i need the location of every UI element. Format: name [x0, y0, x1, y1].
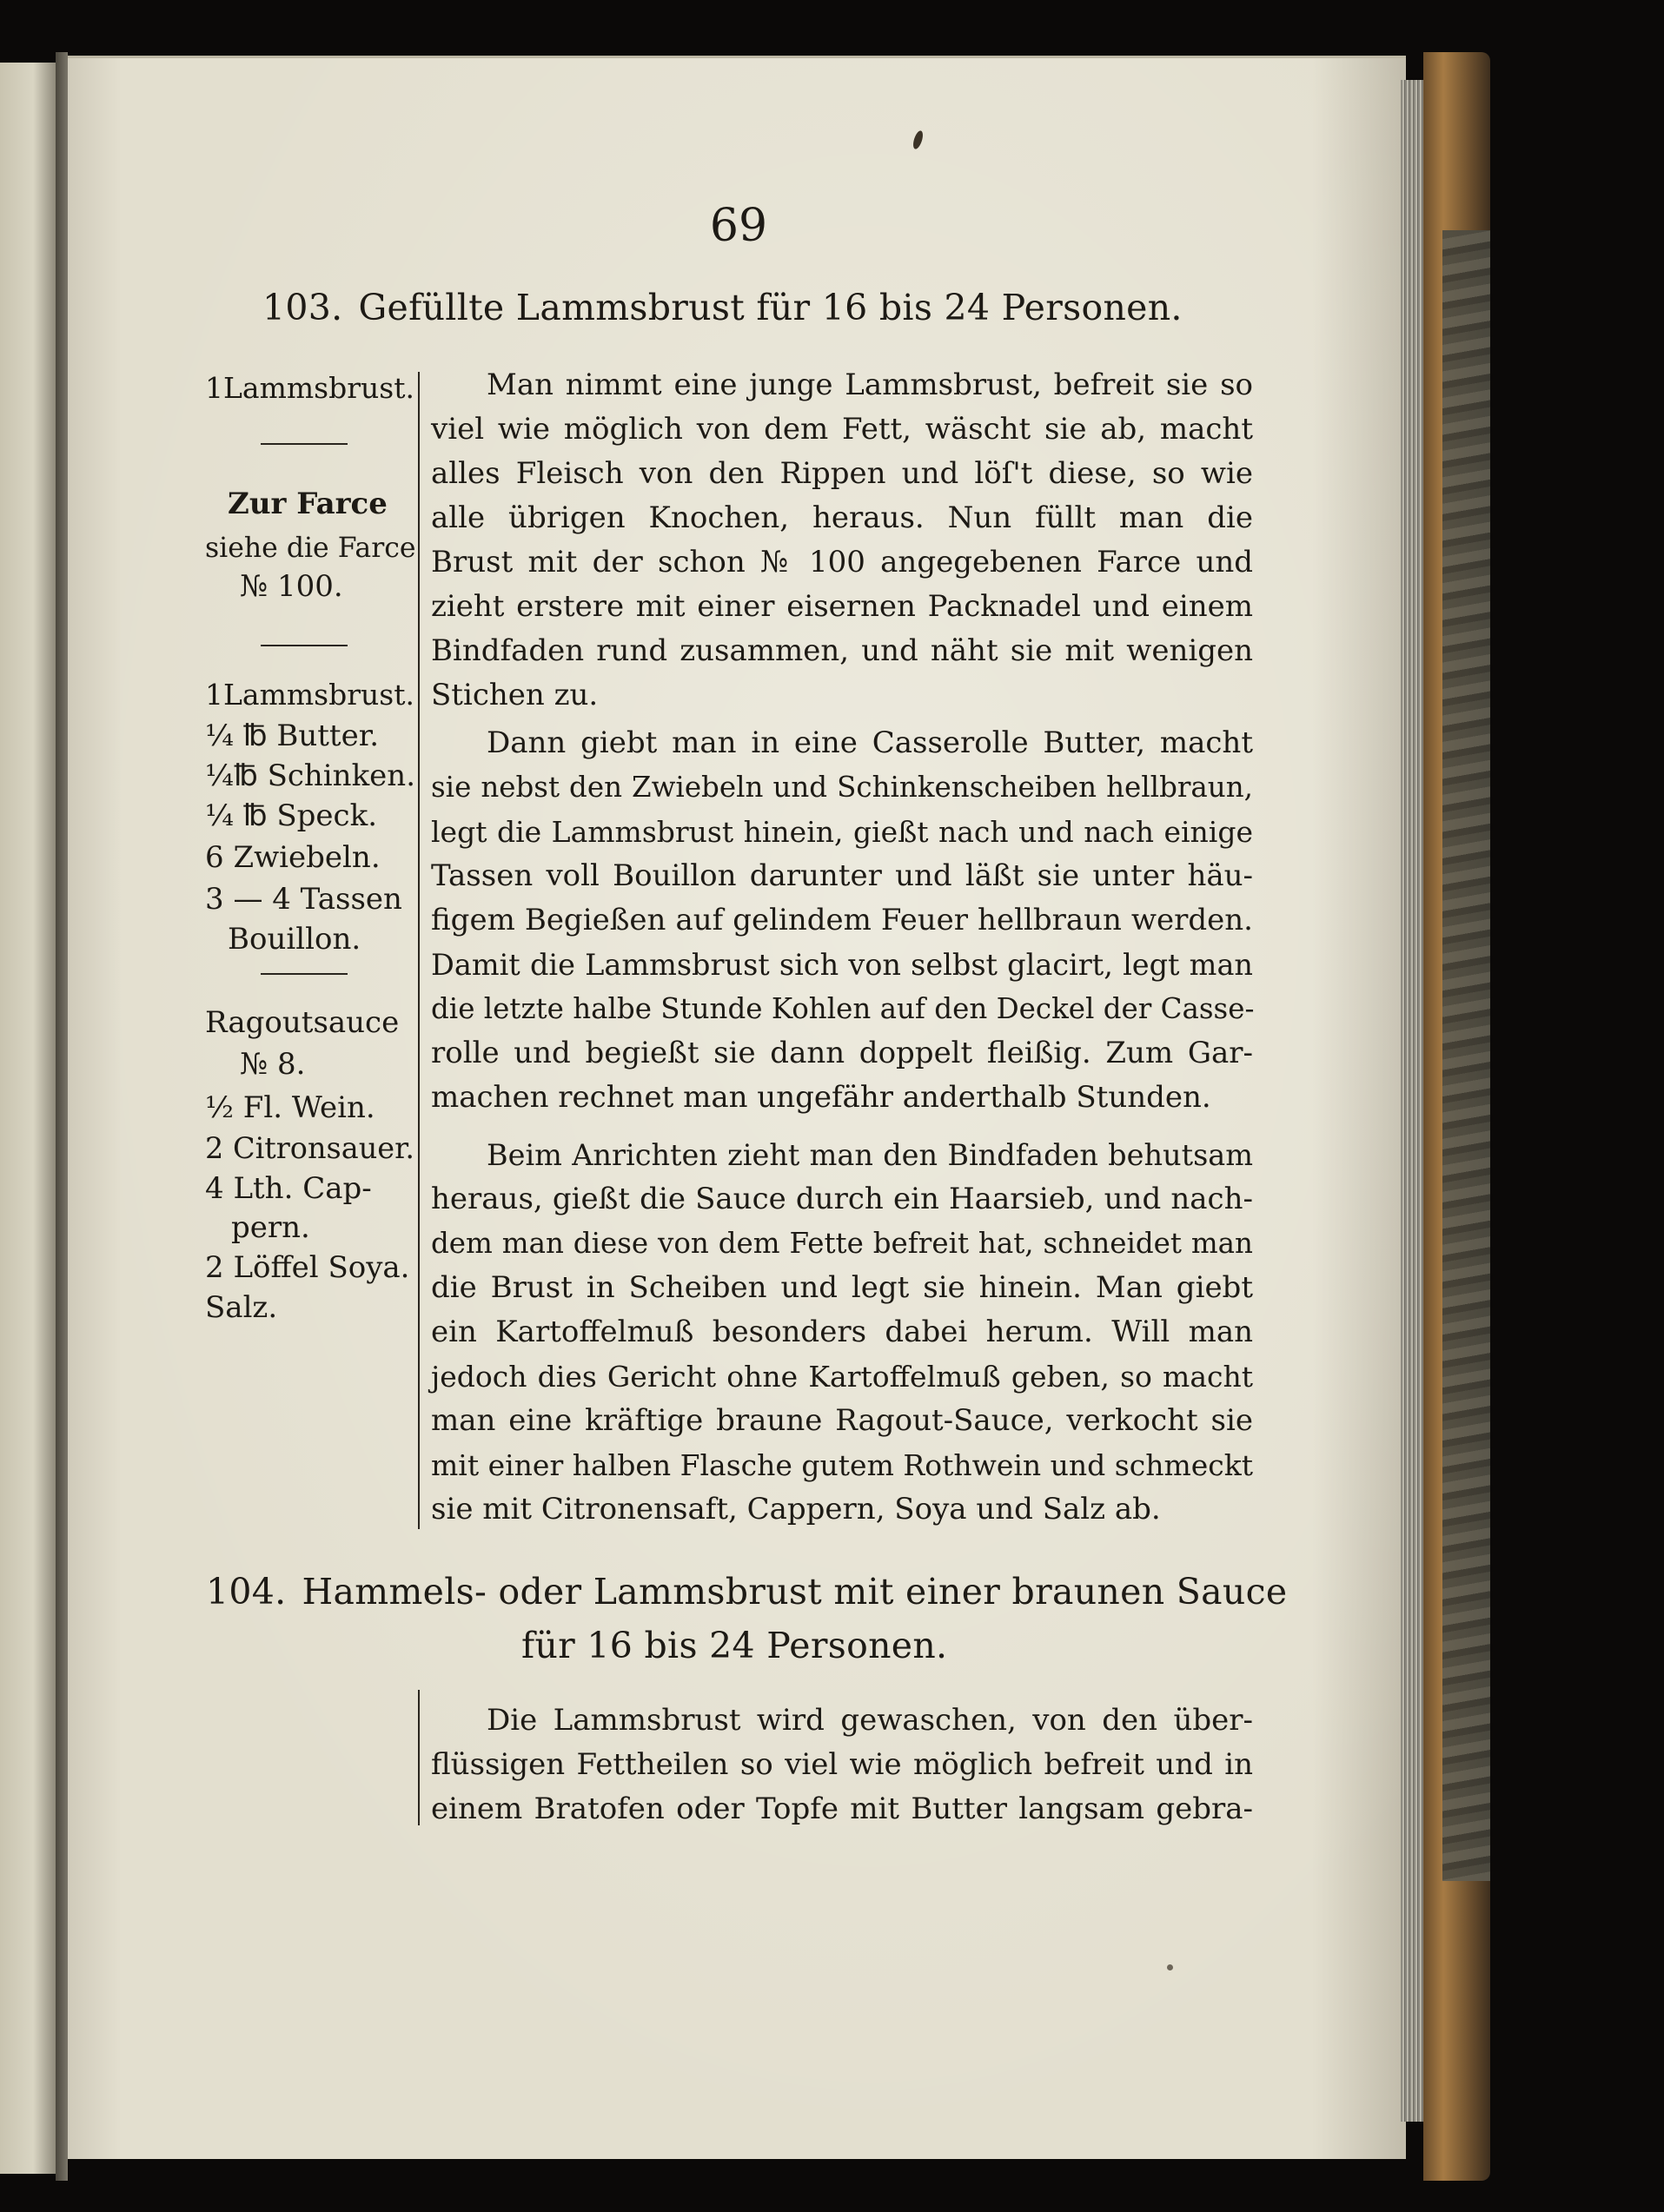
text-line: Brust mit der schon № 100 angegebenen Farce und: [431, 545, 1253, 579]
ingredient-line: Salz.: [205, 1290, 278, 1325]
ingredient-line: siehe die Farce: [205, 533, 416, 564]
page-stack-edges: [1401, 80, 1423, 2122]
ingredient-divider: [261, 973, 348, 975]
text-line: Tassen voll Bouillon darunter und läßt sie unter häu-: [431, 858, 1253, 893]
text-line: Man nimmt eine junge Lammsbrust, befreit sie so: [487, 368, 1253, 402]
text-line: Stichen zu.: [431, 678, 599, 712]
text-line: jedoch dies Gericht ohne Kartoffelmuß geben, so macht: [431, 1360, 1253, 1394]
page-number: 69: [709, 200, 768, 252]
recipe-104-heading: [206, 1569, 1287, 1614]
text-line: viel wie möglich von dem Fett, wäscht sie ab, macht: [431, 412, 1253, 447]
ingredient-line: Ragoutsauce: [205, 1005, 400, 1040]
book-gutter: [56, 52, 68, 2181]
ingredient-line: 3 — 4 Tassen: [205, 882, 402, 917]
text-line: Damit die Lammsbrust sich von selbst glacirt, legt man: [431, 948, 1253, 982]
text-line: dem man diese von dem Fette befreit hat, schneidet man: [431, 1227, 1253, 1260]
column-divider: [418, 1690, 420, 1825]
ingredient-line: 4 Lth. Cap-: [205, 1171, 372, 1206]
ink-spot: [1167, 1964, 1173, 1970]
column-divider: [418, 372, 420, 1529]
ingredient-line: № 8.: [240, 1047, 306, 1082]
ingredient-line: № 100.: [240, 569, 343, 604]
ingredient-line: 6 Zwiebeln.: [205, 840, 381, 875]
text-line: einem Bratofen oder Topfe mit Butter langsam gebra-: [431, 1791, 1253, 1826]
ingredient-line: 2 Citronsauer.: [205, 1131, 415, 1165]
text-line: sie nebst den Zwiebeln und Schinkenscheiben hellbraun,: [431, 771, 1253, 804]
text-line: heraus, gießt die Sauce durch ein Haarsieb, und nach-: [431, 1182, 1253, 1216]
text-line: die Brust in Scheiben und legt sie hinein. Man giebt: [431, 1270, 1253, 1305]
text-line: Dann giebt man in eine Casserolle Butter, macht: [487, 725, 1253, 760]
ingredient-divider: [261, 645, 348, 646]
text-line: figem Begießen auf gelindem Feuer hellbraun werden.: [431, 903, 1253, 937]
text-line: legt die Lammsbrust hinein, gießt nach und nach einige: [431, 815, 1253, 849]
text-line: Die Lammsbrust wird gewaschen, von den über-: [487, 1703, 1253, 1738]
ingredient-heading: Zur Farce: [228, 487, 388, 521]
text-line: zieht erstere mit einer eisernen Packnadel und einem: [431, 589, 1253, 624]
text-line: ein Kartoffelmuß besonders dabei herum. Will man: [431, 1315, 1253, 1349]
recipe-104-number: 104.: [206, 1571, 287, 1613]
text-line: Bindfaden rund zusammen, und näht sie mit wenigen: [431, 633, 1253, 668]
ingredient-divider: [261, 443, 348, 445]
text-line: man eine kräftige braune Ragout-Sauce, verkocht sie: [431, 1403, 1253, 1438]
text-line: die letzte halbe Stunde Kohlen auf den Deckel der Casse-: [431, 992, 1255, 1025]
recipe-104-title-line1: Hammels- oder Lammsbrust mit einer braunen Sauce: [302, 1571, 1288, 1613]
text-line: flüssigen Fettheilen so viel wie möglich befreit und in: [431, 1747, 1253, 1782]
text-line: rolle und begießt sie dann doppelt fleißig. Zum Gar-: [431, 1036, 1253, 1070]
ingredient-line: ¼ ℔ Butter.: [205, 719, 380, 753]
text-line: sie mit Citronensaft, Cappern, Soya und Salz ab.: [431, 1492, 1161, 1527]
ingredient-line: ¼℔ Schinken.: [205, 758, 416, 793]
text-line: alles Fleisch von den Rippen und löſ't diese, so wie: [431, 456, 1253, 491]
recipe-103-heading: [262, 285, 1183, 330]
recipe-103-number: 103.: [262, 287, 343, 328]
ingredient-line: ¼ ℔ Speck.: [205, 798, 378, 833]
ingredient-line: 1Lammsbrust.: [205, 371, 414, 405]
marbled-cover: [1442, 230, 1490, 1881]
recipe-103-title: Gefüllte Lammsbrust für 16 bis 24 Personen.: [358, 287, 1183, 328]
text-line: mit einer halben Flasche gutem Rothwein und schmeckt: [431, 1448, 1254, 1482]
text-line: machen rechnet man ungefähr anderthalb Stunden.: [431, 1080, 1211, 1115]
left-page-edge: [0, 63, 56, 2174]
ingredient-line: 1Lammsbrust.: [205, 678, 414, 712]
text-line: Beim Anrichten zieht man den Bindfaden behutsam: [487, 1138, 1253, 1172]
text-line: alle übrigen Knochen, heraus. Nun füllt man die: [431, 500, 1253, 535]
ingredient-line: ½ Fl. Wein.: [205, 1090, 375, 1125]
ingredient-line: Bouillon.: [228, 922, 361, 957]
ingredient-line: pern.: [231, 1210, 310, 1245]
ingredient-line: 2 Löffel Soya.: [205, 1250, 410, 1285]
recipe-104-title-line2: für 16 bis 24 Personen.: [521, 1625, 948, 1666]
